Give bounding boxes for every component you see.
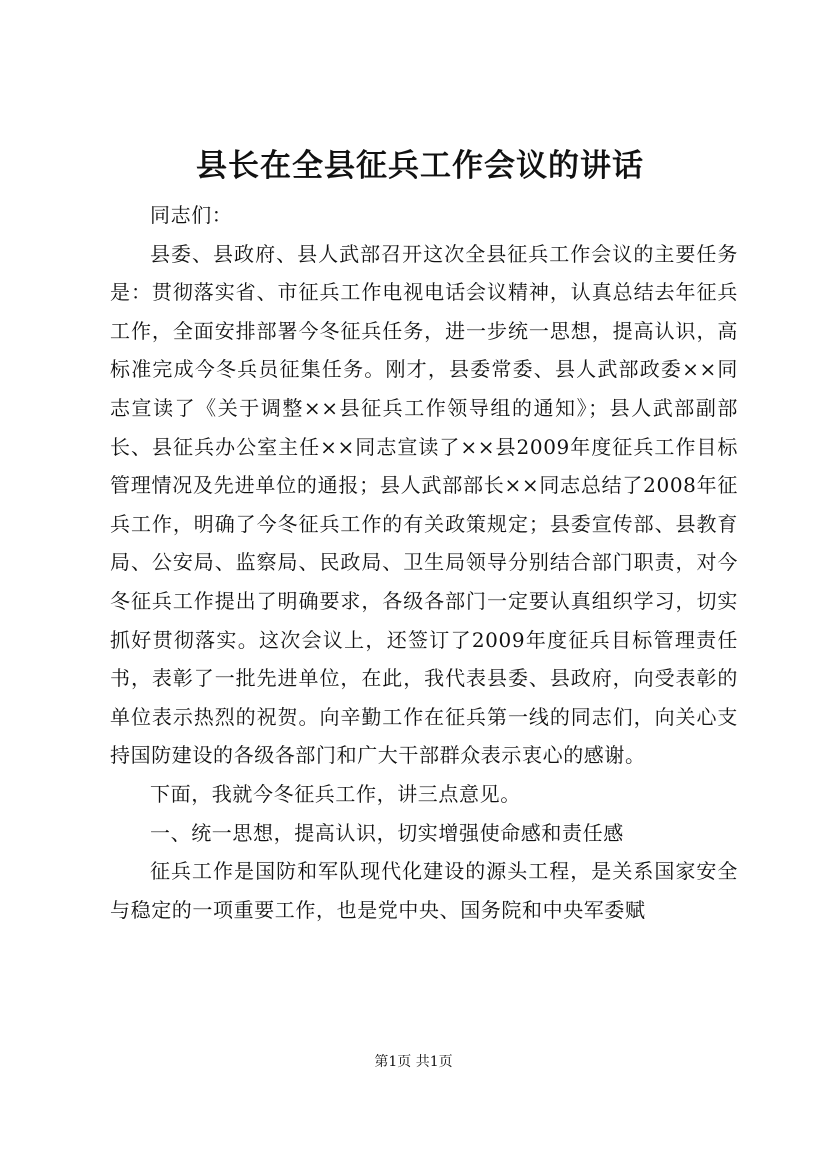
- paragraph-intro: 县委、县政府、县人武部召开这次全县征兵工作会议的主要任务是：贯彻落实省、市征兵工作电视电话会议精神，认真总结去年征兵工作，全面安排部署今冬征兵任务，进一步统一思想，提高认识，高标准完成今冬兵员征集任务。刚才，县委常委、县人武部政委××同志宣读了《关于调整××县征兵工作领导组的通知》；县人武部副部长、县征兵办公室主任××同志宣读了××县2009年度征兵工作目标管理情况及先进单位的通报；县人武部部长××同志总结了2008年征兵工作，明确了今冬征兵工作的有关政策规定；县委宣传部、县教育局、公安局、监察局、民政局、卫生局领导分别结合部门职责，对今冬征兵工作提出了明确要求，各级各部门一定要认真组织学习，切实抓好贯彻落实。这次会议上，还签订了2009年度征兵目标管理责任书，表彰了一批先进单位，在此，我代表县委、县政府，向受表彰的单位表示热烈的祝贺。向辛勤工作在征兵第一线的同志们，向关心支持国防建设的各级各部门和广大干部群众表示衷心的感谢。: [110, 241, 738, 768]
- document-title: 县长在全县征兵工作会议的讲话: [196, 148, 644, 184]
- paragraph-transition: 下面，我就今冬征兵工作，讲三点意见。: [150, 781, 521, 806]
- document-body: [110, 196, 738, 929]
- section-heading-1: 一、统一思想，提高认识，切实增强使命感和责任感: [150, 820, 624, 845]
- greeting: 同志们：: [150, 203, 233, 227]
- paragraph-section-1: 征兵工作是国防和军队现代化建设的源头工程，是关系国家安全与稳定的一项重要工作，也是党中央、国务院和中央军委赋: [110, 859, 738, 922]
- page-footer: 第1页 共1页: [374, 1054, 453, 1070]
